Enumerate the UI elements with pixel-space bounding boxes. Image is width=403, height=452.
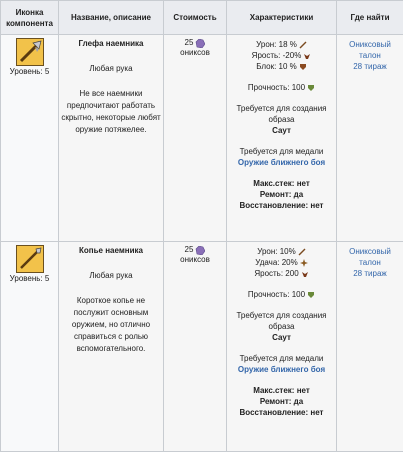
required-text: Требуется для создания образа (229, 310, 334, 332)
where-cell (337, 242, 403, 452)
cost-unit: ониксов (166, 255, 224, 265)
medal-text: Требуется для медали (229, 353, 334, 364)
header-name: Название, описание (59, 1, 164, 35)
stat-block: Блок: 10 % (256, 61, 297, 72)
stat-rage: Ярость: 200 (254, 268, 298, 279)
sword-icon (298, 248, 306, 256)
level-label: Уровень: 5 (3, 67, 56, 77)
name-cell (59, 242, 164, 452)
onyx-icon (195, 246, 205, 255)
where-link[interactable]: Ониксовый талон (339, 39, 401, 61)
header-stats: Характеристики (227, 1, 337, 35)
header-cost: Стоимость (164, 1, 227, 35)
cost-amount: 25 (185, 38, 194, 48)
header-where: Где найти (337, 1, 403, 35)
item-hand: Любая рука (61, 271, 161, 281)
stat-damage: Урон: 18 % (256, 39, 297, 50)
item-name: Копье наемника (61, 246, 161, 256)
item-description: Короткое копье не послужит основным оружием, но отлично справиться с ролью вспомогательного. (61, 295, 161, 355)
icon-cell (1, 242, 59, 452)
where-tail[interactable]: 28 тираж (339, 61, 401, 72)
cost-cell (164, 242, 227, 452)
glaive-icon[interactable] (16, 38, 44, 66)
restore: Восстановление: нет (229, 407, 334, 418)
repair: Ремонт: да (229, 396, 334, 407)
required-name: Саут (229, 332, 334, 343)
item-hand: Любая рука (61, 64, 161, 74)
stats-cell (227, 242, 337, 452)
header-icon: Иконка компонента (1, 1, 59, 35)
stats-cell (227, 35, 337, 242)
table-row (1, 35, 403, 242)
stat-durability: Прочность: 100 (248, 289, 305, 300)
durability-icon (307, 291, 315, 299)
where-tail[interactable]: 28 тираж (339, 268, 401, 279)
cost-cell (164, 35, 227, 242)
sword-icon (299, 41, 307, 49)
durability-icon (307, 84, 315, 92)
cost-unit: ониксов (166, 48, 224, 58)
required-text: Требуется для создания образа (229, 103, 334, 125)
icon-cell (1, 35, 59, 242)
table-row (1, 242, 403, 452)
onyx-icon (195, 39, 205, 48)
luck-icon (300, 259, 308, 267)
name-cell (59, 35, 164, 242)
max-stack: Макс.стек: нет (229, 385, 334, 396)
restore: Восстановление: нет (229, 200, 334, 211)
stat-rage: Ярость: -20% (252, 50, 302, 61)
medal-link[interactable]: Оружие ближнего боя (229, 364, 334, 375)
rage-icon (301, 270, 309, 278)
medal-link[interactable]: Оружие ближнего боя (229, 157, 334, 168)
repair: Ремонт: да (229, 189, 334, 200)
stat-damage: Урон: 10% (257, 246, 296, 257)
stat-luck: Удача: 20% (255, 257, 297, 268)
item-name: Глефа наемника (61, 39, 161, 49)
item-description: Не все наемники предпочитают работать скрытно, некоторые любят оружие потяжелее. (61, 88, 161, 136)
where-cell (337, 35, 403, 242)
cost-amount: 25 (185, 245, 194, 255)
shield-icon (299, 63, 307, 71)
spear-icon[interactable] (16, 245, 44, 273)
stat-durability: Прочность: 100 (248, 82, 305, 93)
medal-text: Требуется для медали (229, 146, 334, 157)
rage-icon (303, 52, 311, 60)
level-label: Уровень: 5 (3, 274, 56, 284)
max-stack: Макс.стек: нет (229, 178, 334, 189)
required-name: Саут (229, 125, 334, 136)
table-header-row (1, 1, 403, 35)
where-link[interactable]: Ониксовый талон (339, 246, 401, 268)
